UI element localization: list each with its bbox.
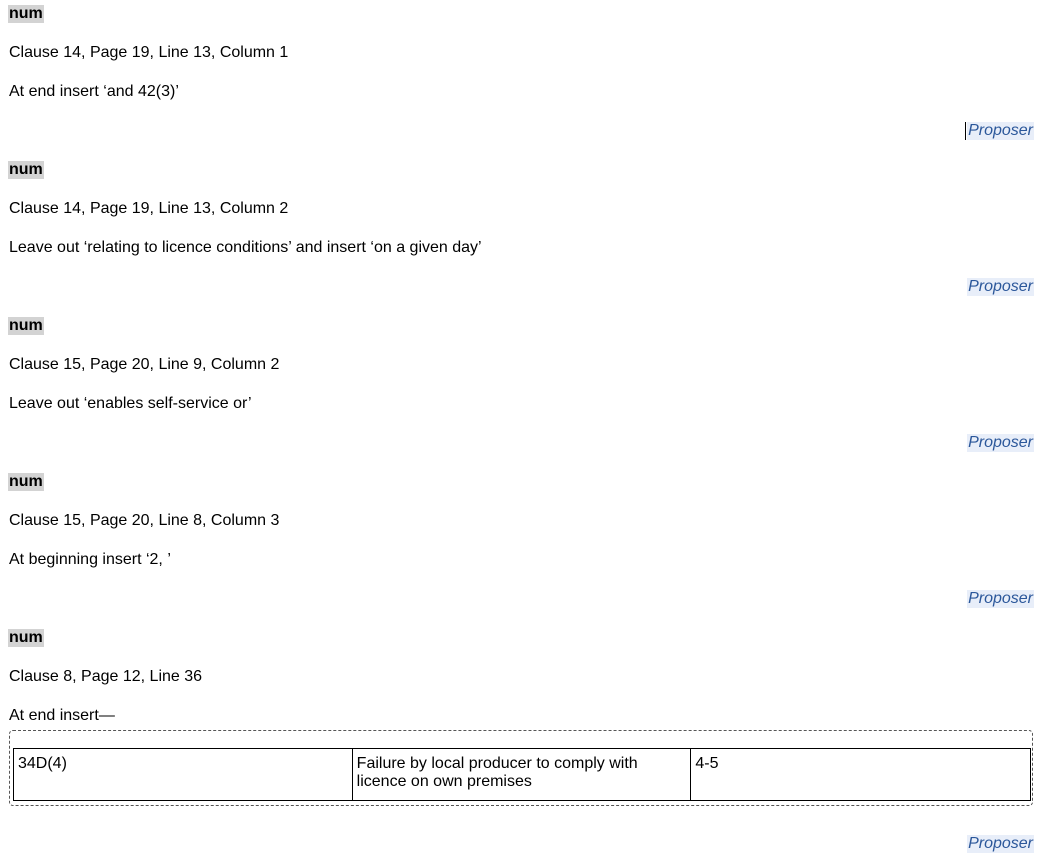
- proposer-field[interactable]: [967, 835, 1034, 853]
- proposer-field[interactable]: [967, 122, 1034, 140]
- amendment-instruction[interactable]: At beginning insert ‘2, ’: [9, 551, 171, 568]
- proposer-label: Proposer: [968, 278, 1033, 295]
- amendment-location[interactable]: Clause 14, Page 19, Line 13, Column 2: [9, 200, 289, 217]
- amendment-instruction[interactable]: Leave out ‘enables self-service or’: [9, 395, 252, 412]
- table-cell[interactable]: 4-5: [691, 749, 1031, 801]
- proposer-field[interactable]: [967, 434, 1034, 452]
- amendment-instruction[interactable]: At end insert—: [9, 707, 115, 724]
- inserted-table-container[interactable]: [9, 730, 1033, 806]
- amendment-block: [0, 468, 1048, 624]
- amendment-block: [0, 156, 1048, 312]
- amendment-number[interactable]: num: [9, 473, 43, 490]
- text-cursor: [965, 122, 966, 140]
- proposer-label: Proposer: [968, 122, 1033, 139]
- amendment-location[interactable]: Clause 8, Page 12, Line 36: [9, 668, 203, 685]
- amendment-block: [0, 0, 1048, 156]
- amendment-number[interactable]: num: [9, 5, 43, 22]
- table-cell[interactable]: Failure by local producer to comply with licence on own premises: [352, 749, 691, 801]
- proposer-field[interactable]: [967, 278, 1034, 296]
- amendment-instruction[interactable]: At end insert ‘and 42(3)’: [9, 83, 179, 100]
- amendment-location[interactable]: Clause 15, Page 20, Line 8, Column 3: [9, 512, 280, 529]
- amendment-location[interactable]: Clause 14, Page 19, Line 13, Column 1: [9, 44, 289, 61]
- amendment-location[interactable]: Clause 15, Page 20, Line 9, Column 2: [9, 356, 280, 373]
- amendment-number[interactable]: num: [9, 161, 43, 178]
- amendment-number[interactable]: num: [9, 629, 43, 646]
- proposer-label: Proposer: [968, 434, 1033, 451]
- proposer-label: Proposer: [968, 590, 1033, 607]
- proposer-field[interactable]: [967, 590, 1034, 608]
- table-row: [14, 749, 1031, 801]
- amendment-number[interactable]: num: [9, 317, 43, 334]
- proposer-label: Proposer: [968, 835, 1033, 852]
- inserted-table: [13, 748, 1031, 801]
- table-cell[interactable]: 34D(4): [14, 749, 353, 801]
- amendment-instruction[interactable]: Leave out ‘relating to licence conditions’ and insert ‘on a given day’: [9, 239, 482, 256]
- amendment-block: [0, 312, 1048, 468]
